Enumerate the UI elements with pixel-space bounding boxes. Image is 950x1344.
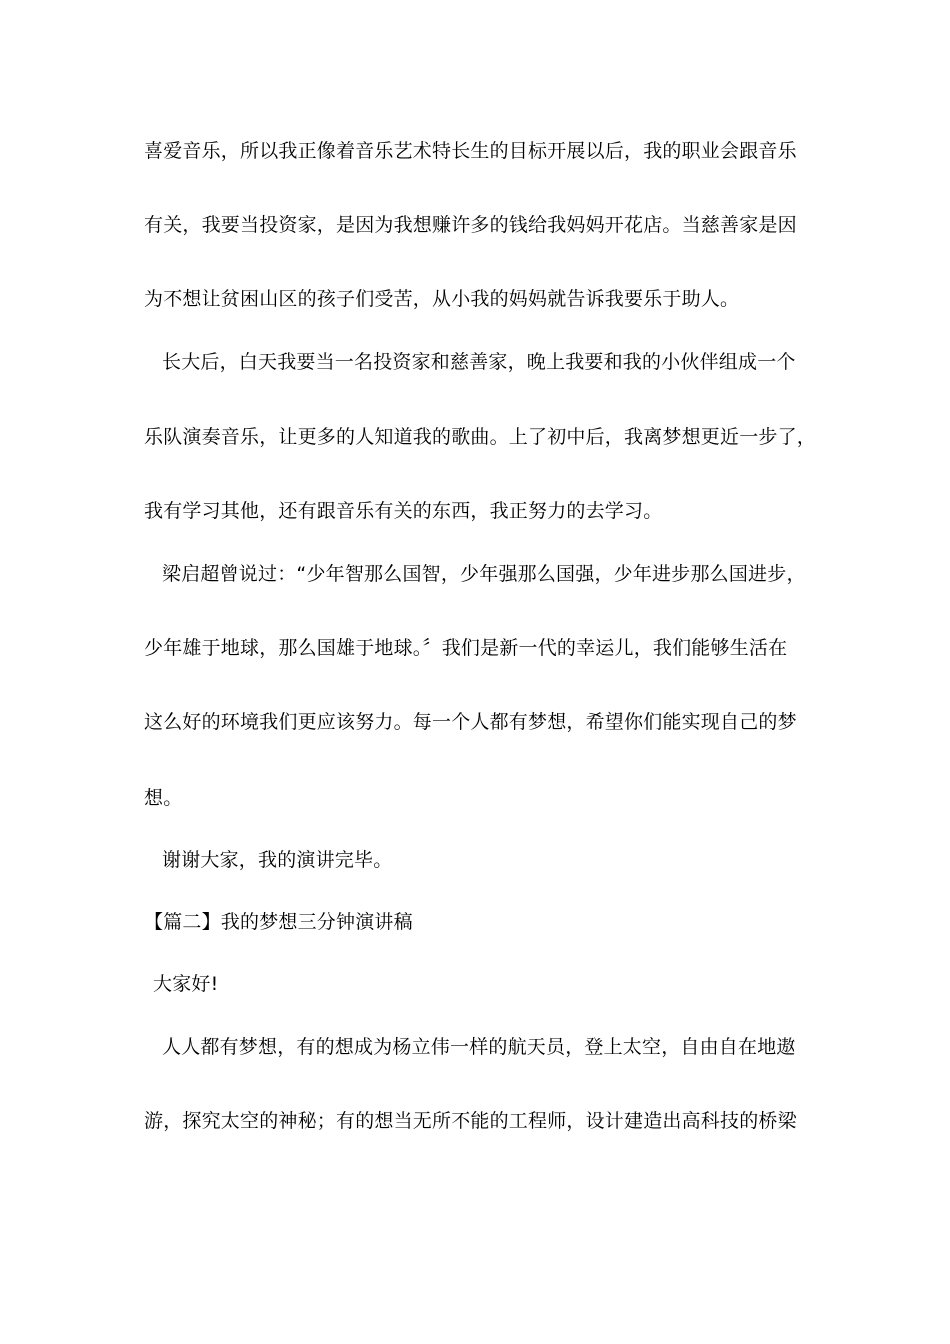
paragraph-line-5: 乐队演奏音乐，让更多的人知道我的歌曲。上了初中后，我离梦想更近一步了，	[144, 426, 817, 448]
paragraph-line-8: 少年雄于地球，那么国雄于地球。〞我们是新一代的幸运儿，我们能够生活在	[144, 637, 788, 659]
paragraph-line-2: 有关，我要当投资家，是因为我想赚许多的钱给我妈妈开花店。当慈善家是因	[144, 214, 797, 236]
paragraph-line-10: 想。	[144, 787, 183, 809]
paragraph-line-9: 这么好的环境我们更应该努力。每一个人都有梦想，希望你们能实现自己的梦	[144, 711, 797, 733]
closing-line: 谢谢大家，我的演讲完毕。	[162, 849, 393, 871]
paragraph-line-1: 喜爱音乐，所以我正像着音乐艺术特长生的目标开展以后，我的职业会跟音乐	[144, 140, 797, 162]
paragraph-line-4: 长大后，白天我要当一名投资家和慈善家，晚上我要和我的小伙伴组成一个	[162, 351, 796, 373]
paragraph-line-7: 梁启超曾说过：“少年智那么国智，少年强那么国强，少年进步那么国进步，	[162, 563, 806, 585]
greeting-line: 大家好!	[153, 973, 219, 995]
section-heading: 【篇二】我的梦想三分钟演讲稿	[144, 911, 413, 933]
paragraph-line-15: 游，探究太空的神秘；有的想当无所不能的工程师，设计建造出高科技的桥梁	[144, 1110, 797, 1132]
paragraph-line-3: 为不想让贫困山区的孩子们受苦，从小我的妈妈就告诉我要乐于助人。	[144, 288, 740, 310]
paragraph-line-6: 我有学习其他，还有跟音乐有关的东西，我正努力的去学习。	[144, 500, 663, 522]
paragraph-line-14: 人人都有梦想，有的想成为杨立伟一样的航天员，登上太空，自由自在地遨	[162, 1036, 796, 1058]
